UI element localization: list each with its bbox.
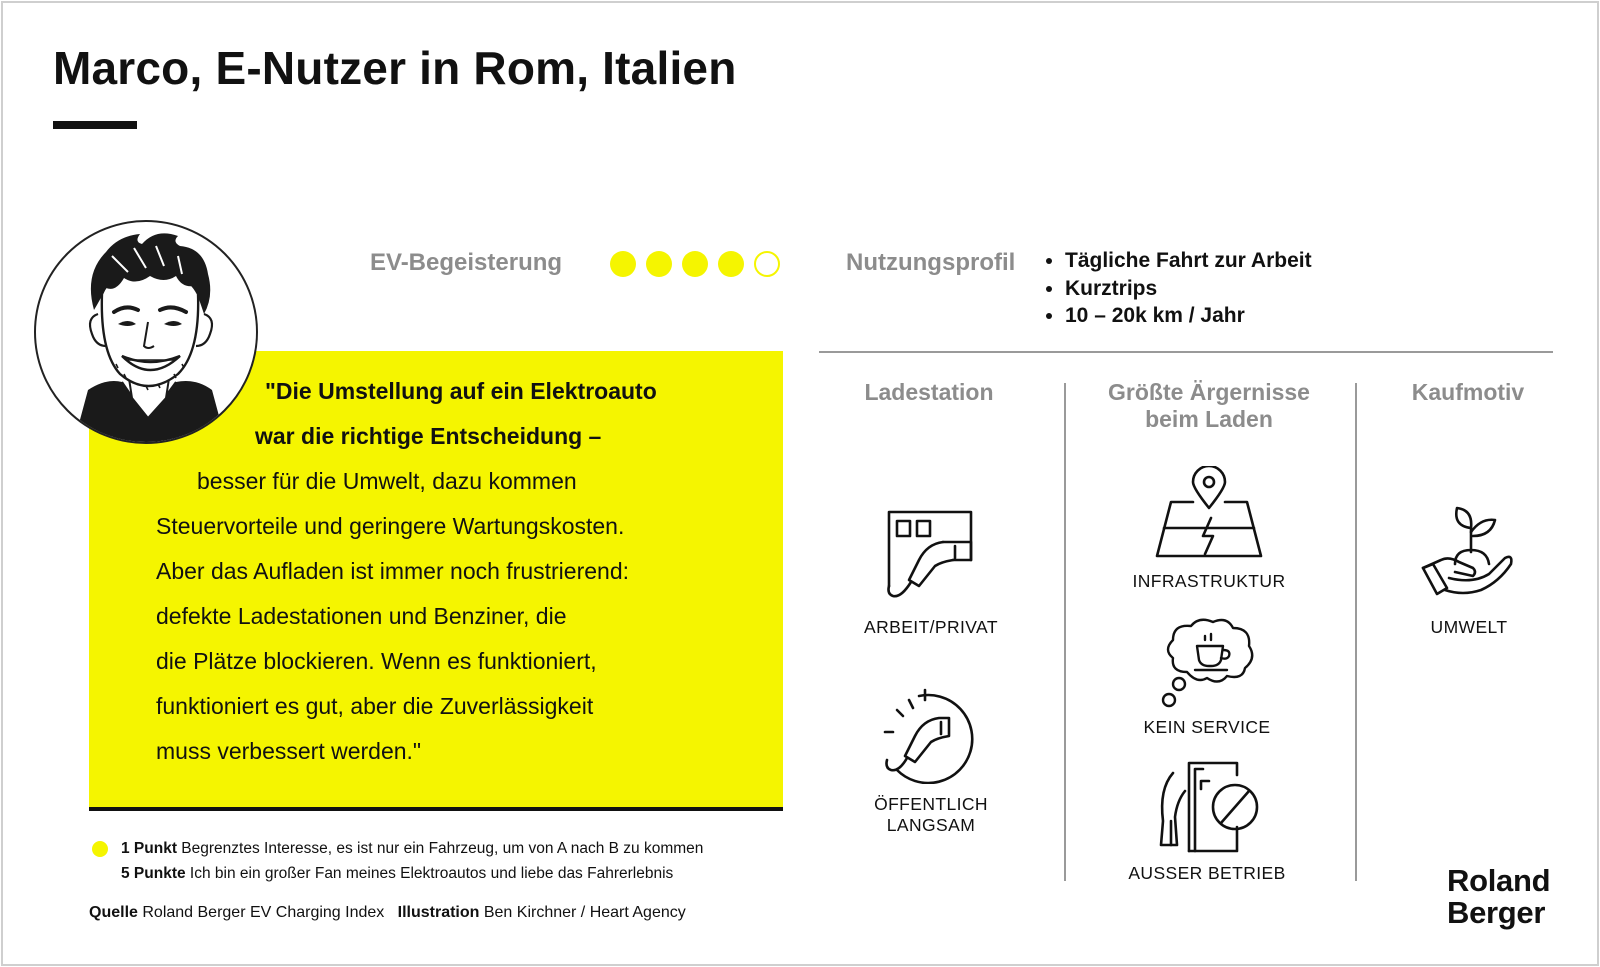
icon-label: AUSSER BETRIEB: [1128, 863, 1286, 883]
legend-line-low: [121, 840, 703, 858]
column-divider: [1064, 383, 1066, 881]
column-header-ladestation: Ladestation: [864, 379, 994, 405]
profile-label: Nutzungsprofil: [846, 249, 1016, 276]
icon-label: ARBEIT/PRIVAT: [864, 617, 998, 637]
quote-line: die Plätze blockieren. Wenn es funktioniert,: [156, 648, 597, 674]
wall-charger-icon: [881, 506, 977, 606]
column-header-line: Größte Ärgernisse: [1108, 379, 1310, 405]
icon-label: [829, 794, 1033, 836]
legend-term: 1 Punkt: [121, 840, 177, 857]
quote-line: muss verbessert werden.": [156, 738, 422, 764]
profile-item: • Tägliche Fahrt zur Arbeit: [1065, 247, 1312, 275]
source-label: Quelle: [89, 904, 138, 921]
column-header-kaufmotiv: Kaufmotiv: [1411, 379, 1525, 405]
persona-card: [1, 1, 1599, 966]
section-divider: [819, 351, 1553, 353]
column-header-line: beim Laden: [1145, 406, 1273, 432]
portrait-illustration-icon: [36, 222, 256, 442]
icon-label-line: LANGSAM: [886, 815, 976, 835]
column-divider: [1355, 383, 1357, 881]
profile-list: [1043, 247, 1312, 330]
slow-charger-gauge-icon: [879, 688, 975, 784]
illustration-label: Illustration: [397, 904, 480, 921]
title-underline: [53, 121, 137, 129]
icon-label: KEIN SERVICE: [1143, 717, 1271, 737]
quote-line: "Die Umstellung auf ein Elektroauto: [265, 378, 657, 404]
rating-dot-filled: [646, 251, 672, 277]
hand-plant-icon: [1419, 506, 1515, 598]
illustration-text: Ben Kirchner / Heart Agency: [483, 904, 686, 921]
rating-dot-empty: [754, 251, 780, 277]
legend-dot: [92, 841, 108, 857]
icon-label-line: ÖFFENTLICH: [874, 794, 988, 814]
source-line: [89, 904, 686, 922]
logo-line: Roland: [1447, 863, 1551, 898]
legend-term: 5 Punkte: [121, 865, 186, 882]
profile-item: • 10 – 20k km / Jahr: [1065, 302, 1312, 330]
map-pin-lightning-icon: [1153, 466, 1265, 560]
quote-line: Aber das Aufladen ist immer noch frustrierend:: [156, 558, 630, 584]
page-title: Marco, E-Nutzer in Rom, Italien: [53, 42, 737, 94]
legend-text: Begrenztes Interesse, es ist nur ein Fahrzeug, um von A nach B zu kommen: [181, 840, 704, 857]
rating-dot-filled: [682, 251, 708, 277]
rating-dot-filled: [718, 251, 744, 277]
profile-item: • Kurztrips: [1065, 275, 1312, 303]
quote-line: Steuervorteile und geringere Wartungskosten.: [156, 513, 625, 539]
icon-label: INFRASTRUKTUR: [1132, 571, 1286, 591]
rating-dot-filled: [610, 251, 636, 277]
brand-logo: [1447, 865, 1550, 929]
thought-bubble-coffee-icon: [1161, 616, 1257, 708]
quote-line: funktioniert es gut, aber die Zuverlässigkeit: [156, 693, 594, 719]
legend-text: Ich bin ein großer Fan meines Elektroautos und liebe das Fahrerlebnis: [189, 865, 674, 882]
quote-line: defekte Ladestationen und Benziner, die: [156, 603, 567, 629]
source-text: Roland Berger EV Charging Index: [142, 904, 385, 921]
legend-line-high: [121, 865, 673, 883]
avatar: [34, 220, 258, 444]
quote-line: besser für die Umwelt, dazu kommen: [197, 468, 577, 494]
rating-label: EV-Begeisterung: [370, 249, 563, 276]
logo-line: Berger: [1447, 895, 1546, 930]
pump-prohibited-icon: [1157, 761, 1263, 855]
quote-line: war die richtige Entscheidung –: [255, 423, 602, 449]
icon-label: UMWELT: [1430, 617, 1508, 637]
column-header-aergernisse: [1089, 379, 1329, 433]
